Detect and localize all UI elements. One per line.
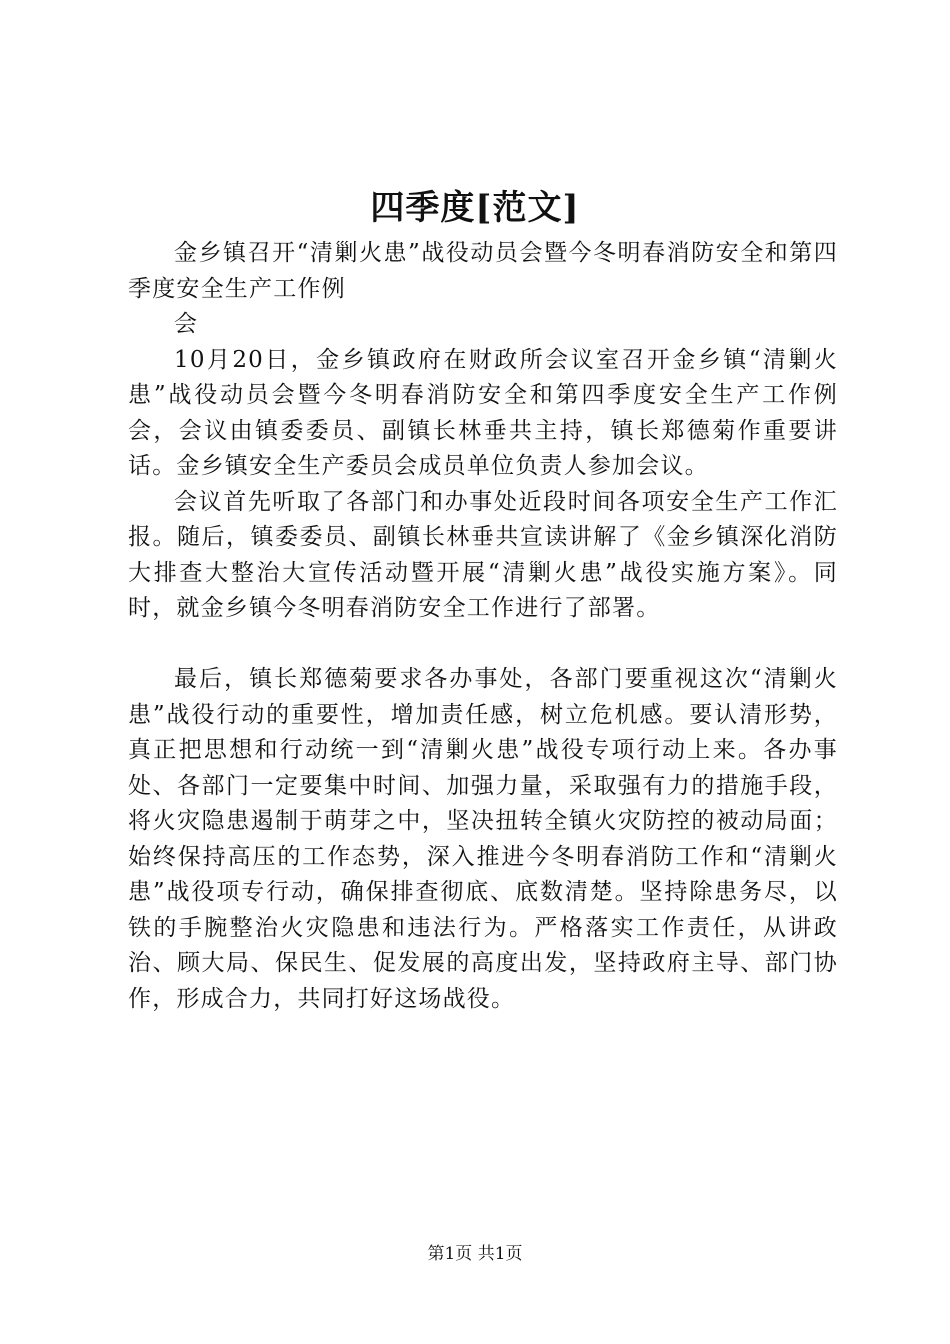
paragraph-1: 10月20日，金乡镇政府在财政所会议室召开金乡镇“清剿火患”战役动员会暨今冬明春消防安全和第四季度安全生产工作例会，会议由镇委委员、副镇长林垂共主持，镇长郑德菊作重要讲话。金乡镇安全生产委员会成员单位负责人参加会议。	[128, 346, 838, 479]
page-footer: 第1页 共1页	[427, 1244, 523, 1264]
document-body	[128, 236, 838, 1017]
paragraph-3: 最后，镇长郑德菊要求各办事处，各部门要重视这次“清剿火患”战役行动的重要性，增加责任感，树立危机感。要认清形势，真正把思想和行动统一到“清剿火患”战役专项行动上来。各办事处、各部门一定要集中时间、加强力量，采取强有力的措施手段，将火灾隐患遏制于萌芽之中，坚决扭转全镇火灾防控的被动局面；始终保持高压的工作态势，深入推进今冬明春消防工作和“清剿火患”战役项专行动，确保排查彻底、底数清楚。坚持除患务尽，以铁的手腕整治火灾隐患和违法行为。严格落实工作责任，从讲政治、顾大局、保民生、促发展的高度出发，坚持政府主导、部门协作，形成合力，共同打好这场战役。	[128, 666, 838, 1012]
paragraph-2: 会议首先听取了各部门和办事处近段时间各项安全生产工作汇报。随后，镇委委员、副镇长林垂共宣读讲解了《金乡镇深化消防大排查大整治大宣传活动暨开展“清剿火患”战役实施方案》。同时，就金乡镇今冬明春消防安全工作进行了部署。	[128, 488, 838, 621]
article-heading-line: 金乡镇召开“清剿火患”战役动员会暨今冬明春消防安全和第四季度安全生产工作例	[128, 240, 838, 302]
paragraph-spacer	[128, 627, 838, 663]
article-heading-tail: 会	[174, 311, 199, 337]
document-title: 四季度[范文]	[370, 188, 580, 228]
